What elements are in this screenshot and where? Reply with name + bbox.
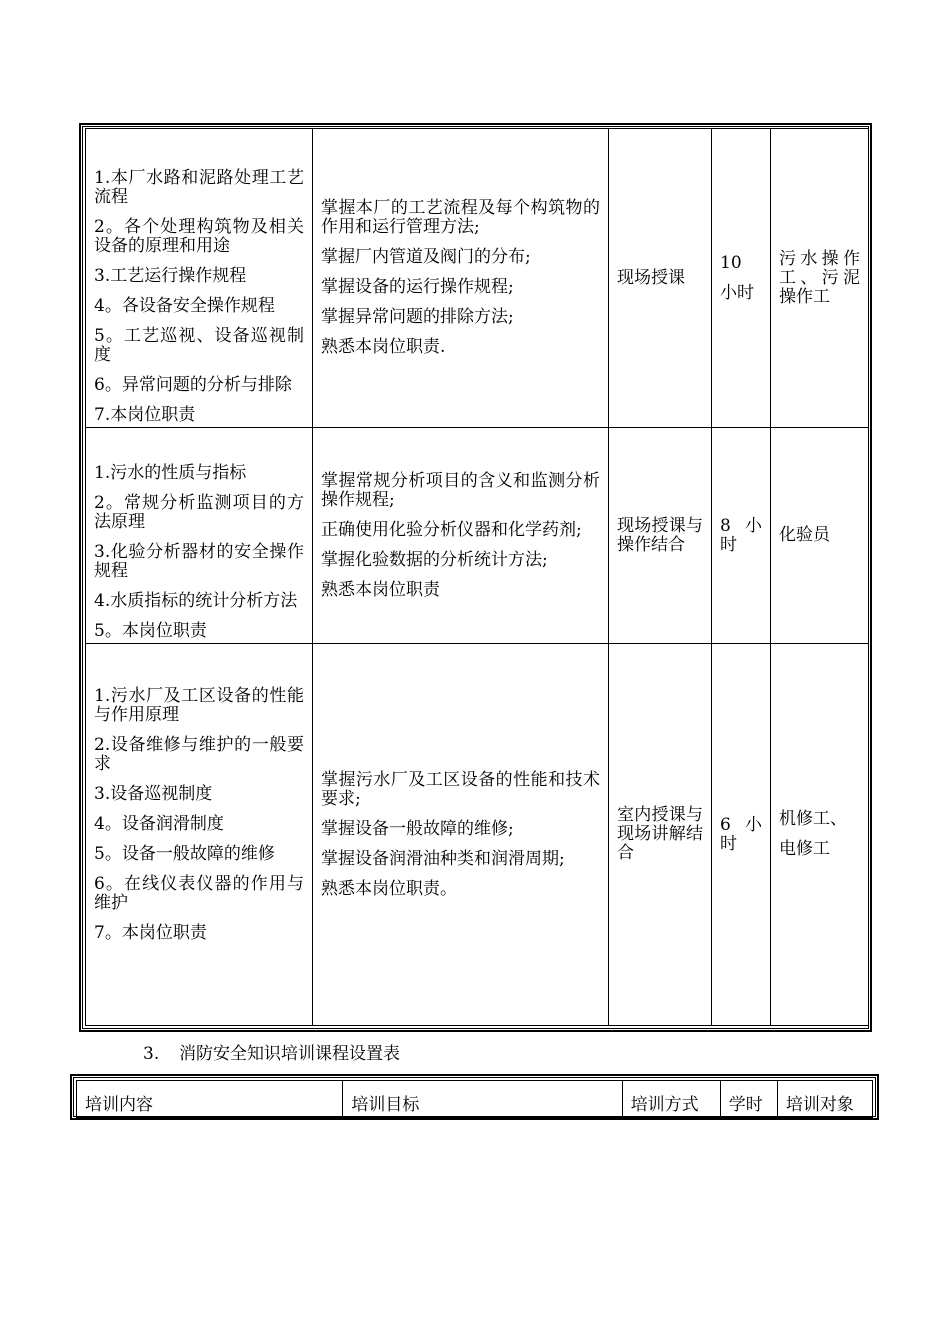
content-item: 4。各设备安全操作规程: [94, 296, 275, 316]
content-item: 7.本岗位职责: [94, 405, 196, 425]
content-item: 6。在线仪表仪器的作用与维护: [94, 873, 304, 913]
header-row: [77, 1081, 873, 1118]
hours-cell: [712, 428, 771, 644]
content-item: 7。本岗位职责: [94, 922, 207, 943]
goals-cell: [313, 428, 609, 644]
header-target: 培训对象: [777, 1081, 872, 1118]
header-content: 培训内容: [77, 1081, 343, 1118]
content-item: 2.设备维修与维护的一般要求: [94, 734, 304, 774]
hours-value: 8 小时: [720, 515, 762, 555]
content-item: 2。常规分析监测项目的方法原理: [94, 493, 304, 532]
method-text: 现场授课与操作结合: [617, 515, 703, 555]
content-item: 5。工艺巡视、设备巡视制度: [94, 326, 304, 365]
method-cell: [609, 428, 712, 644]
target-text: 污水操作工、污泥操作工: [779, 248, 860, 307]
goal-item: 熟悉本岗位职责。: [321, 878, 457, 899]
method-cell: [609, 129, 712, 428]
goal-item: 掌握本厂的工艺流程及每个构筑物的作用和运行管理方法;: [321, 198, 600, 237]
content-item: 5。本岗位职责: [94, 621, 207, 641]
target-text: 化验员: [779, 525, 830, 545]
section-caption: [143, 1044, 400, 1064]
fire-safety-table: [76, 1080, 873, 1118]
content-cell: [86, 129, 313, 428]
training-table-fire-safety: [70, 1074, 879, 1120]
table-row: [86, 644, 869, 1026]
table-row: [86, 428, 869, 644]
training-table-main: [79, 123, 872, 1032]
goals-cell: [313, 129, 609, 428]
goal-item: 掌握污水厂及工区设备的性能和技术要求;: [321, 769, 600, 809]
goal-item: 掌握设备一般故障的维修;: [321, 818, 514, 839]
goal-item: 掌握常规分析项目的含义和监测分析操作规程;: [321, 470, 600, 510]
hours-cell: [712, 129, 771, 428]
goals-cell: [313, 644, 609, 1026]
header-hours: 学时: [720, 1081, 777, 1118]
caption-text: 消防安全知识培训课程设置表: [179, 1044, 400, 1064]
content-item: 4。设备润滑制度: [94, 813, 224, 834]
hours-unit: 小时: [720, 282, 754, 303]
goal-item: 熟悉本岗位职责.: [321, 337, 446, 357]
content-item: 2。各个处理构筑物及相关设备的原理和用途: [94, 217, 304, 256]
hours-value: 6 小时: [720, 814, 762, 854]
goal-item: 掌握异常问题的排除方法;: [321, 307, 514, 327]
method-cell: [609, 644, 712, 1026]
goal-item: 掌握厂内管道及阀门的分布;: [321, 247, 531, 267]
goal-item: 掌握设备的运行操作规程;: [321, 277, 514, 297]
goal-item: 掌握化验数据的分析统计方法;: [321, 549, 548, 570]
goal-item: 正确使用化验分析仪器和化学药剂;: [321, 519, 582, 540]
method-text: 室内授课与现场讲解结合: [617, 805, 703, 863]
content-cell: [86, 428, 313, 644]
target-text: 机修工、: [779, 809, 847, 829]
target-cell: [771, 644, 869, 1026]
header-method: 培训方式: [622, 1081, 720, 1118]
content-item: 6。异常问题的分析与排除: [94, 375, 292, 395]
content-item: 3.工艺运行操作规程: [94, 266, 247, 286]
content-item: 3.设备巡视制度: [94, 783, 213, 804]
header-goals: 培训目标: [343, 1081, 622, 1118]
caption-number: 3.: [143, 1044, 160, 1064]
content-cell: [86, 644, 313, 1026]
goal-item: 熟悉本岗位职责: [321, 579, 440, 600]
goal-item: 掌握设备润滑油种类和润滑周期;: [321, 848, 565, 869]
table-row: [86, 129, 869, 428]
content-item: 3.化验分析器材的安全操作规程: [94, 542, 304, 581]
content-item: 5。设备一般故障的维修: [94, 843, 275, 864]
target-cell: [771, 428, 869, 644]
content-item: 1.本厂水路和泥路处理工艺流程: [94, 168, 304, 207]
target-text: 电修工: [779, 839, 830, 859]
method-text: 现场授课: [617, 267, 685, 288]
hours-value: 10: [720, 252, 742, 273]
target-cell: [771, 129, 869, 428]
hours-cell: [712, 644, 771, 1026]
content-item: 4.水质指标的统计分析方法: [94, 591, 298, 611]
content-item: 1.污水厂及工区设备的性能与作用原理: [94, 685, 304, 725]
content-item: 1.污水的性质与指标: [94, 463, 247, 483]
course-table: [85, 128, 869, 1026]
